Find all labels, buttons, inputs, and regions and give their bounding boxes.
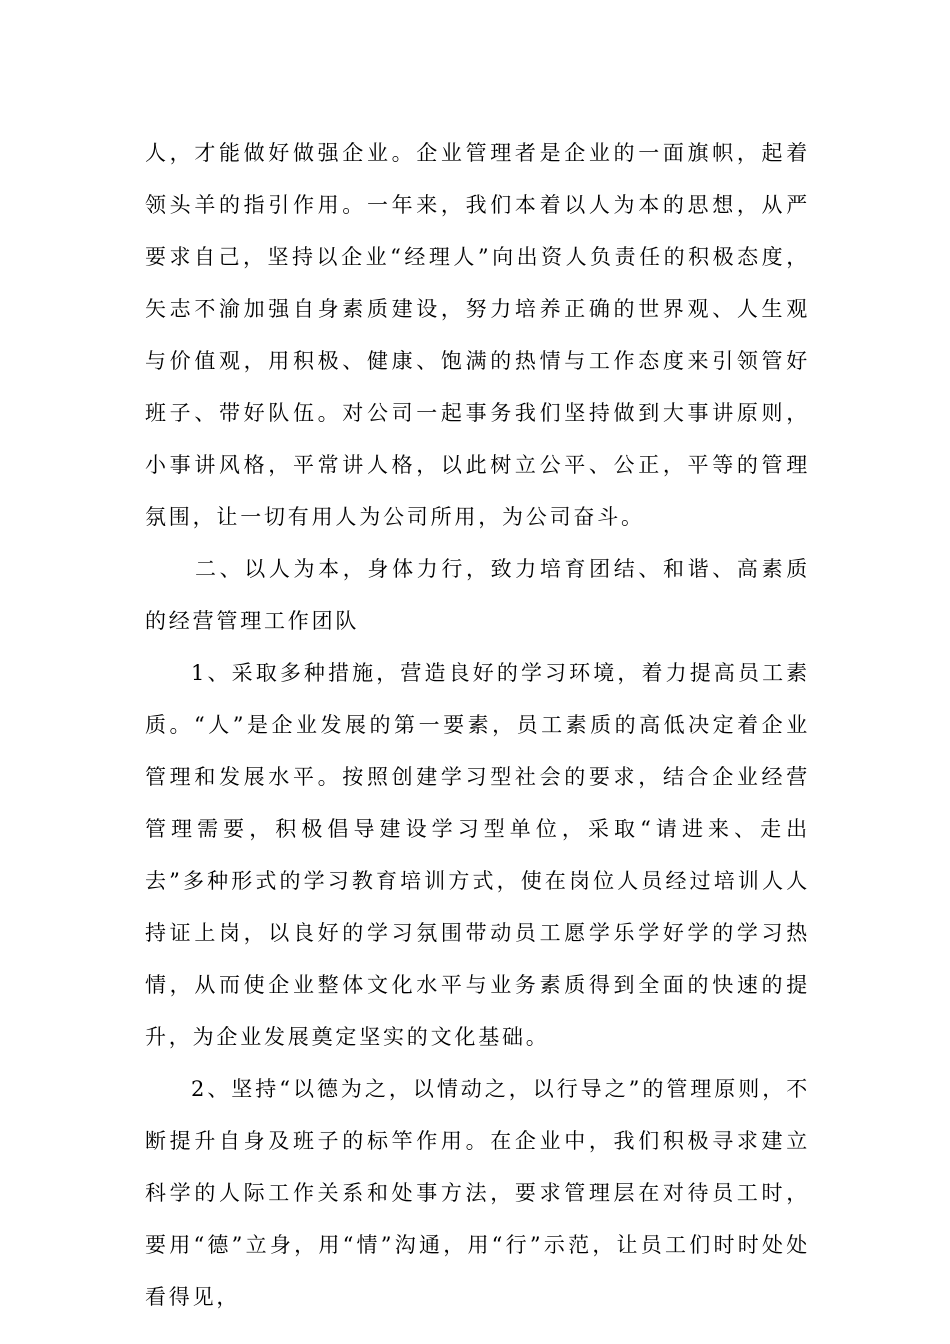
paragraph-item-1: 1、采取多种措施，营造良好的学习环境，着力提高员工素质。“人”是企业发展的第一要素，员工素质的高低决定着企业管理和发展水平。按照创建学习型社会的要求，结合企业经营管理需要，积极倡导建设学习型单位，采取“请进来、走出去”多种形式的学习教育培训方式，使在岗位人员经过培训人人持证上岗，以良好的学习氛围带动员工愿学乐学好学的学习热情，从而使企业整体文化水平与业务素质得到全面的快速的提升，为企业发展奠定坚实的文化基础。 <box>145 661 810 1049</box>
paragraph-continuation: 人，才能做好做强企业。企业管理者是企业的一面旗帜，起着领头羊的指引作用。一年来，我们本着以人为本的思想，从严要求自己，坚持以企业“经理人”向出资人负责任的积极态度，矢志不渝加强自身素质建设，努力培养正确的世界观、人生观与价值观，用积极、健康、饱满的热情与工作态度来引领管好班子、带好队伍。对公司一起事务我们坚持做到大事讲原则，小事讲风格，平常讲人格，以此树立公平、公正，平等的管理氛围，让一切有用人为公司所用，为公司奋斗。 <box>145 141 810 529</box>
section-heading-2: 二、以人为本，身体力行，致力培育团结、和谐、高素质的经营管理工作团队 <box>145 557 810 633</box>
document-body <box>145 127 810 1323</box>
paragraph-item-2: 2、坚持“以德为之，以情动之，以行导之”的管理原则，不断提升自身及班子的标竿作用。在企业中，我们积极寻求建立科学的人际工作关系和处事方法，要求管理层在对待员工时，要用“德”立身，用“情”沟通，用“行”示范，让员工们时时处处看得见， <box>145 1077 810 1309</box>
